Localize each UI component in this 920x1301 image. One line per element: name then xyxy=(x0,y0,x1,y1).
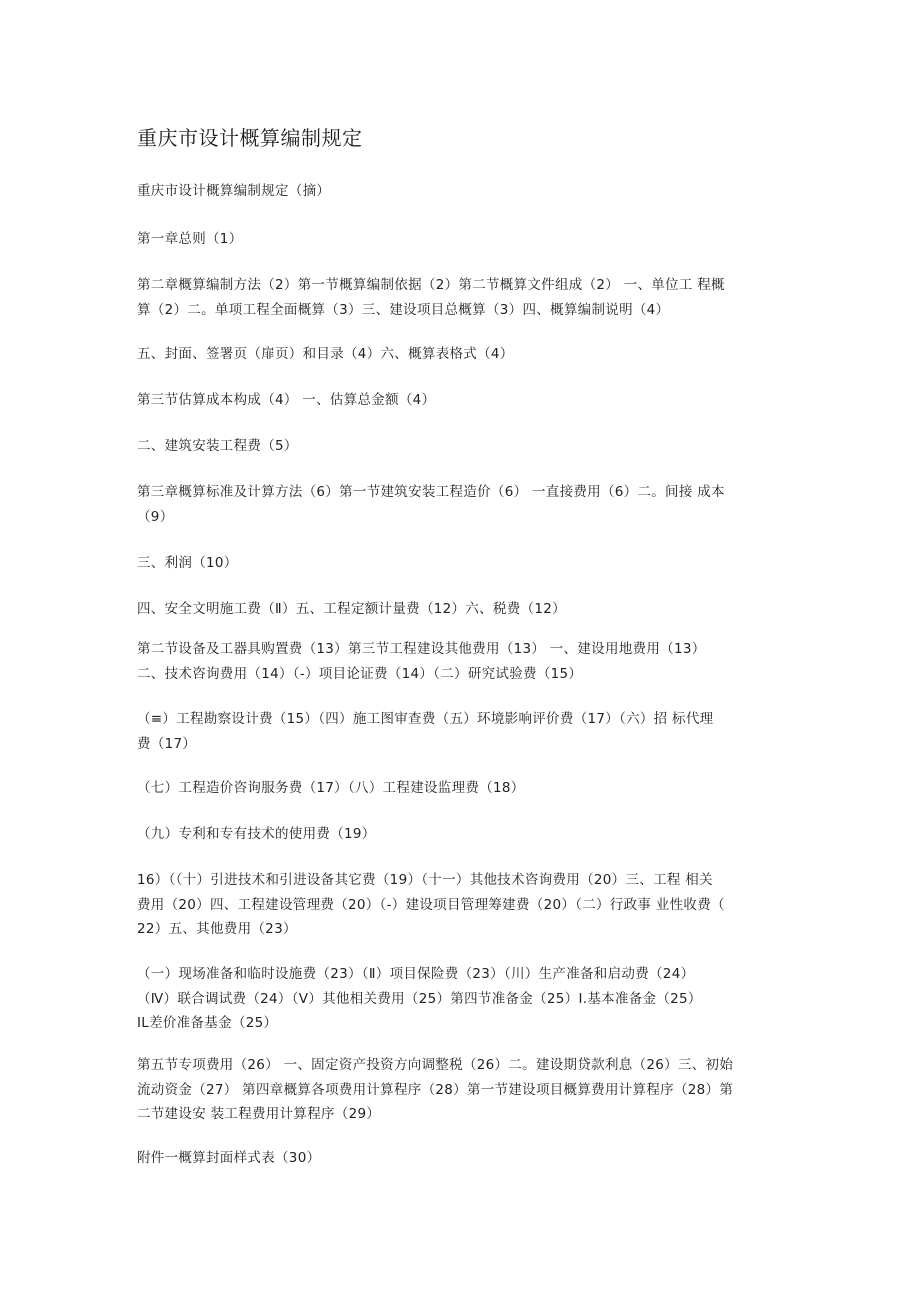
paragraph-appendix-1 xyxy=(137,1146,787,1171)
paragraph-chapter-2 xyxy=(137,273,787,322)
text-line: （一）现场准备和临时设施费（23）（Ⅱ）项目保险费（23）（川）生产准备和启动费（24） xyxy=(137,966,695,982)
text-line: 第三章概算标准及计算方法（6）第一节建筑安装工程造价（6） 一直接费用（6）二。间接 成本 xyxy=(137,484,725,500)
text-line: 附件一概算封面样式表（30） xyxy=(137,1150,321,1166)
document-title: 重庆市设计概算编制规定 xyxy=(137,126,363,150)
text-line: 二节建设安 装工程费用计算程序（29） xyxy=(137,1106,381,1122)
text-line: 第三节估算成本构成（4） 一、估算总金额（4） xyxy=(137,392,436,408)
paragraph-tech-import-fee xyxy=(137,868,787,942)
text-line: 二、技术咨询费用（14）（-）项目论证费（14）（二）研究试验费（15） xyxy=(137,665,583,682)
text-line: 第一章总则（1） xyxy=(137,231,243,247)
text-line: 三、利润（10） xyxy=(137,555,238,571)
paragraph-chapter-3 xyxy=(137,480,787,529)
paragraph-chapter-1 xyxy=(137,227,787,252)
text-line: 第二章概算编制方法（2）第一节概算编制依据（2）第二节概算文件组成（2） 一、单位工 程概 xyxy=(137,277,725,293)
paragraph-patent-fee xyxy=(137,822,787,847)
text-line: 费用（20）四、工程建设管理费（20）（-）建设项目管理筹建费（20）（二）行政事 业性收费（ xyxy=(137,896,725,913)
text-line: 第五节专项费用（26） 一、固定资产投资方向调整税（26）二。建设期贷款利息（26）三、初始 xyxy=(137,1057,734,1073)
text-line: （九）专利和专有技术的使用费（19） xyxy=(137,826,376,842)
text-line: （9） xyxy=(137,508,174,525)
text-line: 费（17） xyxy=(137,735,197,752)
text-line: 22）五、其他费用（23） xyxy=(137,921,297,937)
paragraph-section-5 xyxy=(137,1053,787,1127)
text-line: 四、安全文明施工费（Ⅱ）五、工程定额计量费（12）六、税费（12） xyxy=(137,601,566,617)
paragraph-cost-consulting xyxy=(137,776,787,801)
text-line: 流动资金（27） 第四章概算各项费用计算程序（28）第一节建设项目概算费用计算程序（28）第 xyxy=(137,1081,734,1098)
paragraph-subtitle xyxy=(137,179,787,204)
text-line: 重庆市设计概算编制规定（摘） xyxy=(137,183,331,199)
text-line: （七）工程造价咨询服务费（17）（八）工程建设监理费（18） xyxy=(137,780,525,796)
text-line: 二、建筑安装工程费（5） xyxy=(137,438,298,454)
paragraph-safety-fee xyxy=(137,597,787,622)
paragraph-survey-design-fee xyxy=(137,707,787,756)
text-line: 算（2）二。单项工程全面概算（3）三、建设项目总概算（3）四、概算编制说明（4） xyxy=(137,301,670,318)
paragraph-profit xyxy=(137,551,787,576)
paragraph-site-preparation xyxy=(137,962,787,1036)
text-line: IL差价准备基金（25） xyxy=(137,1015,278,1031)
text-line: （≡）工程勘察设计费（15）（四）施工图审查费（五）环境影响评价费（17）（六）招 标代理 xyxy=(137,711,714,727)
paragraph-construction-fee xyxy=(137,434,787,459)
paragraph-section-3 xyxy=(137,388,787,413)
text-line: 五、封面、签署页（扉页）和目录（4）六、概算表格式（4） xyxy=(137,346,514,362)
text-line: 第二节设备及工器具购置费（13）第三节工程建设其他费用（13） 一、建设用地费用（13） xyxy=(137,641,706,657)
text-line: 16）（（十）引进技术和引进设备其它费（19）（十一）其他技术咨询费用（20）三、工程 相关 xyxy=(137,872,713,888)
text-line: （Ⅳ）联合调试费（24）（Ⅴ）其他相关费用（25）第四节准备金（25）Ⅰ.基本准备金（25） xyxy=(137,990,702,1007)
paragraph-cover-pages xyxy=(137,342,787,367)
paragraph-equipment-fee xyxy=(137,637,787,686)
